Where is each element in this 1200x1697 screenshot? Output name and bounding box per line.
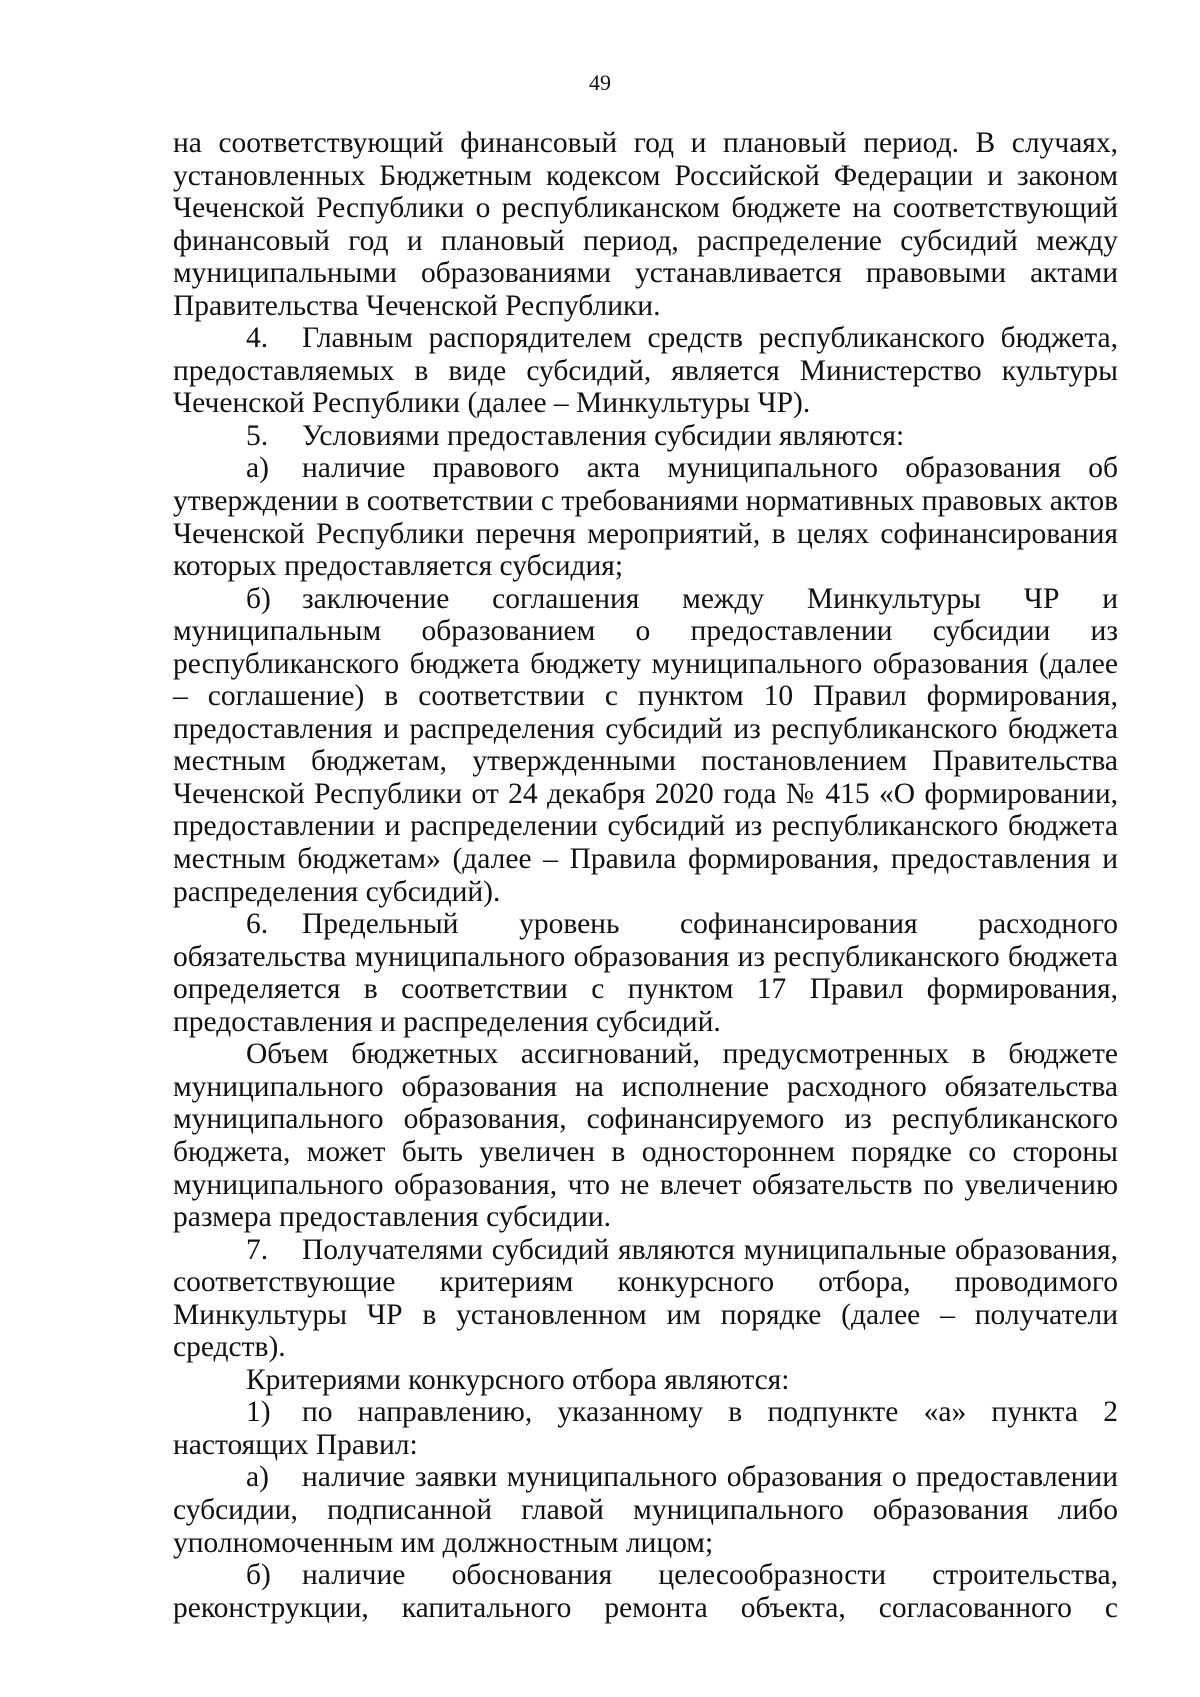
paragraph-text: по направлению, указанному в подпункте «а» пункта 2 настоящих Правил: (173, 1396, 1118, 1461)
paragraph-item-7 (173, 1234, 1118, 1364)
item-number: а) (246, 452, 269, 485)
item-number: 7. (246, 1233, 269, 1266)
paragraph-text: Критериями конкурсного отбора являются: (246, 1363, 790, 1396)
paragraph-item-5 (173, 420, 1118, 453)
paragraph-text: Объем бюджетных ассигнований, предусмотренных в бюджете муниципального образования на исполнение расходного обязательства муниципального образования, софинансируемого из республиканского бюджета, может быть увеличен в одностороннем порядке со стороны муниципального образования, что не влечет обязательств по увеличению размера предоставления субсидии. (173, 1038, 1118, 1234)
paragraph-text: Условиями предоставления субсидии являются: (302, 419, 905, 452)
item-number: б) (246, 582, 271, 615)
item-number: 4. (246, 322, 269, 355)
item-number: а) (246, 1461, 269, 1494)
paragraph-text: Получателями субсидий являются муниципальные образования, соответствующие критериям конкурсного отбора, проводимого Минкультуры ЧР в установленном им порядке (далее – получатели средств). (173, 1233, 1118, 1364)
paragraph-item-4 (173, 322, 1118, 420)
paragraph-text: заключение соглашения между Минкультуры ЧР и муниципальным образованием о предоставлении субсидии из республиканского бюджета бюджету муниципального образования (далее – соглашение) в соответствии с пунктом 10 Правил формирования, предоставления и распределения субсидий из республиканского бюджета местным бюджетам, утвержденными постановлением Правительства Чеченской Республики от 24 декабря 2020 года № 415 «О формировании, предоставлении и распределении субсидий из республиканского бюджета местным бюджетам» (далее – Правила формирования, предоставления и распределения субсидий). (173, 582, 1118, 908)
paragraph-continuation (173, 127, 1118, 322)
paragraph-criteria-1-a (173, 1461, 1118, 1559)
paragraph-text: наличие правового акта муниципального образования об утверждении в соответствии с требованиями нормативных правовых актов Чеченской Республики перечня мероприятий, в целях софинансирования которых предоставляется субсидия; (173, 452, 1118, 583)
item-number: 5. (246, 419, 269, 452)
page-number: 49 (589, 70, 611, 95)
paragraph-item-6 (173, 908, 1118, 1038)
paragraph-text: Главным распорядителем средств республиканского бюджета, предоставляемых в виде субсидий, является Министерство культуры Чеченской Республики (далее – Минкультуры ЧР). (173, 322, 1118, 420)
item-number: б) (246, 1559, 271, 1592)
paragraph-subitem-b (173, 583, 1118, 908)
paragraph-criteria-intro (173, 1364, 1118, 1397)
paragraph-text: наличие обоснования целесообразности строительства, реконструкции, капитального ремонта объекта, согласованного с (173, 1559, 1118, 1624)
item-number: 1) (246, 1396, 271, 1429)
paragraph-criteria-1 (173, 1396, 1118, 1461)
paragraph-text: наличие заявки муниципального образования о предоставлении субсидии, подписанной главой муниципального образования либо уполномоченным им должностным лицом; (173, 1461, 1118, 1559)
document-body (173, 127, 1118, 1624)
paragraph-budget-volume (173, 1038, 1118, 1233)
paragraph-text: на соответствующий финансовый год и плановый период. В случаях, установленных Бюджетным кодексом Российской Федерации и законом Чеченской Республики о республиканском бюджете на соответствующий финансовый год и плановый период, распределение субсидий между муниципальными образованиями устанавливается правовыми актами Правительства Чеченской Республики. (173, 127, 1118, 322)
paragraph-subitem-a (173, 452, 1118, 582)
paragraph-criteria-1-b (173, 1559, 1118, 1624)
paragraph-text: Предельный уровень софинансирования расходного обязательства муниципального образования из республиканского бюджета определяется в соответствии с пунктом 17 Правил формирования, предоставления и распределения субсидий. (173, 908, 1118, 1038)
item-number: 6. (246, 908, 269, 941)
